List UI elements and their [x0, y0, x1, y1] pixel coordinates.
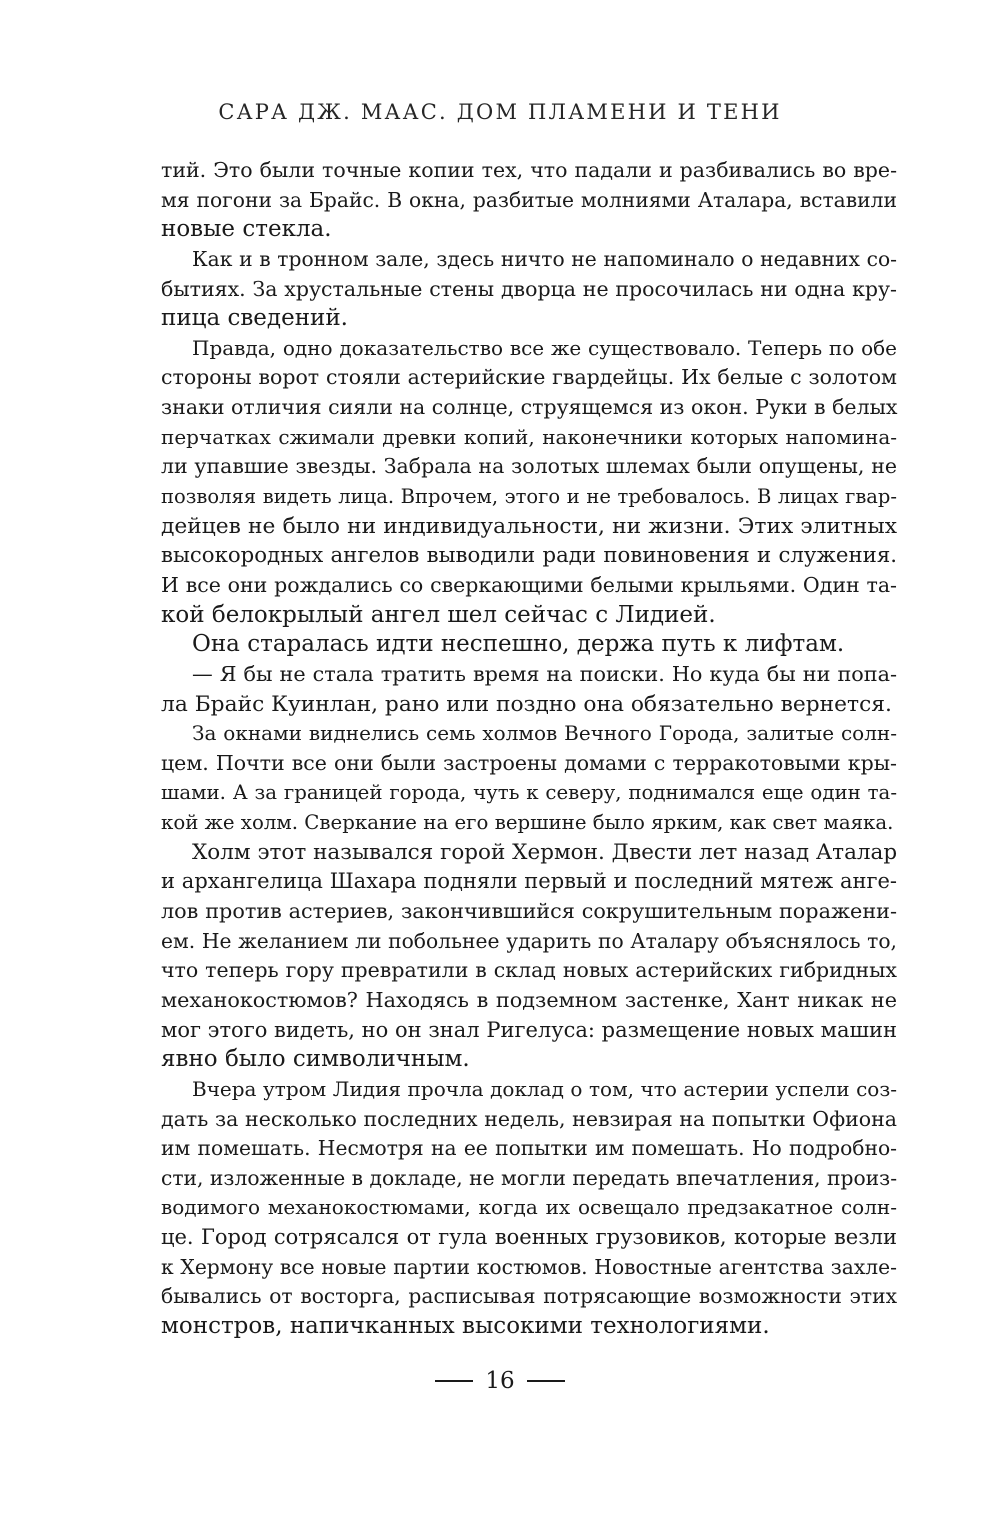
text-line: дать за несколько последних недель, невзирая на попытки Офиона: [161, 1106, 897, 1131]
text-line: мог этого видеть, но он знал Ригелуса: размещение новых машин: [161, 1017, 897, 1042]
text-line: пица сведений.: [161, 305, 348, 332]
running-head: САРА ДЖ. МААС. ДОМ ПЛАМЕНИ И ТЕНИ: [218, 100, 782, 124]
text-line: бывались от восторга, расписывая потрясающие возможности этих: [161, 1284, 897, 1309]
text-line: новые стекла.: [161, 216, 332, 243]
page-number: 16: [485, 1368, 515, 1394]
text-line: тий. Это были точные копии тех, что падали и разбивались во вре-: [161, 158, 897, 182]
text-line: — Я бы не стала тратить время на поиски. Но куда бы ни попа-: [192, 661, 897, 686]
text-line: бытиях. За хрустальные стены дворца не просочилась ни одна кру-: [161, 276, 897, 301]
text-line: дейцев не было ни индивидуальности, ни жизни. Этих элитных: [161, 513, 897, 539]
left-dash: [435, 1380, 473, 1382]
text-line: Она старалась идти неспешно, держа путь к лифтам.: [192, 631, 845, 658]
text-line: И все они рождались со сверкающими белыми крыльями. Один та-: [161, 572, 897, 597]
text-line: стороны ворот стояли астерийские гвардейцы. Их белые с золотом: [161, 365, 897, 390]
text-line: и архангелица Шахара подняли первый и последний мятеж анге-: [161, 869, 897, 894]
text-line: Вчера утром Лидия прочла доклад о том, что астерии успели соз-: [192, 1076, 897, 1101]
text-line: кой же холм. Сверкание на его вершине было ярким, как свет маяка.: [161, 811, 894, 835]
text-line: кой белокрылый ангел шел сейчас с Лидией.: [161, 601, 716, 628]
text-line: монстров, напичканных высокими технологиями.: [161, 1312, 770, 1339]
body-text: [161, 156, 897, 1342]
text-line: сти, изложенные в докладе, не могли передать впечатления, произ-: [161, 1165, 898, 1190]
text-line: механокостюмов? Находясь в подземном застенке, Хант никак не: [161, 987, 897, 1012]
page-footer: [0, 1366, 1000, 1396]
text-line: им помешать. Несмотря на ее попытки им помешать. Но подробно-: [161, 1136, 897, 1161]
text-line: что теперь гору превратили в склад новых астерийских гибридных: [161, 958, 897, 983]
text-line: шами. А за границей города, чуть к северу, поднимался еще один та-: [161, 781, 897, 805]
right-dash: [527, 1380, 565, 1382]
text-line: явно было символичным.: [161, 1046, 470, 1073]
text-line: водимого механокостюмами, когда их освещало предзакатное солн-: [161, 1195, 897, 1220]
text-line: Правда, одно доказательство все же существовало. Теперь по обе: [192, 335, 897, 360]
text-line: За окнами виднелись семь холмов Вечного Города, залитые солн-: [192, 721, 897, 746]
text-line: мя погони за Брайс. В окна, разбитые молниями Аталара, вставили: [161, 187, 897, 212]
text-line: Холм этот назывался горой Хермон. Двести лет назад Аталар: [192, 839, 898, 865]
text-line: Как и в тронном зале, здесь ничто не напоминало о недавних со-: [192, 246, 897, 271]
text-line: ли упавшие звезды. Забрала на золотых шлемах были опущены, не: [161, 454, 897, 479]
text-line: це. Город сотрясался от гула военных грузовиков, которые везли: [161, 1225, 897, 1250]
text-line: лов против астериев, закончившийся сокрушительным поражени-: [161, 899, 897, 924]
text-line: перчатках сжимали древки копий, наконечники которых напомина-: [161, 424, 897, 449]
text-line: цем. Почти все они были застроены домами с терракотовыми кры-: [161, 750, 897, 775]
text-line: ем. Не желанием ли побольнее ударить по Аталару объяснялось то,: [161, 928, 897, 953]
text-line: к Хермону все новые партии костюмов. Новостные агентства захле-: [161, 1254, 897, 1279]
text-line: ла Брайс Куинлан, рано или поздно она обязательно вернется.: [161, 691, 892, 717]
text-line: знаки отличия сияли на солнце, струящемся из окон. Руки в белых: [161, 395, 898, 420]
text-line: высокородных ангелов выводили ради повиновения и служения.: [161, 543, 897, 569]
text-line: позволяя видеть лица. Впрочем, этого и не требовалось. В лицах гвар-: [161, 485, 897, 509]
